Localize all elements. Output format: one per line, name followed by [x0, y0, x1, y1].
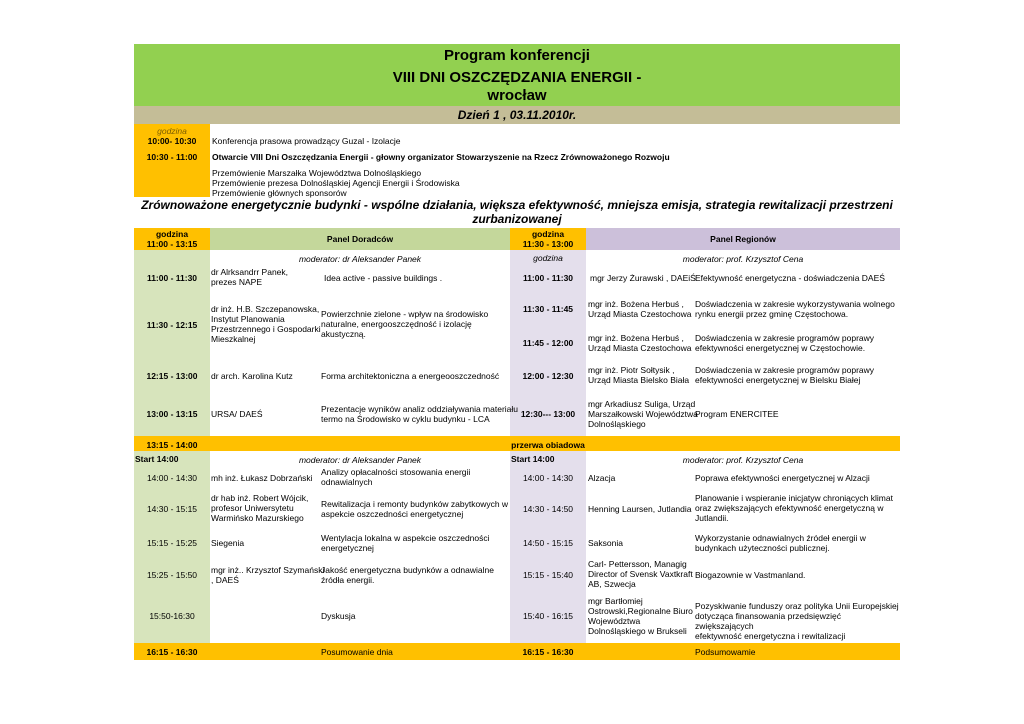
left-morning-time-2: 11:30 - 12:15	[146, 320, 198, 330]
left-afternoon-moderator: moderator: dr Aleksander Panek	[298, 455, 422, 465]
right-morning-speaker-4: mgr inż. Piotr Sołtysik , Urząd Miasta Bielsko Biała	[588, 365, 690, 385]
left-morning-time-1: 11:00 - 11:30	[146, 273, 198, 283]
left-afternoon-topic-2: Rewitalizacja i remonty budynków zabytkowych w aspekcie oszczedności energetycznej	[321, 499, 509, 519]
left-morning-time-4: 13:00 - 13:15	[146, 409, 198, 419]
right-morning-time-5: 12:30--- 13:00	[520, 409, 576, 419]
right-morning-time-1: 11:00 - 11:30	[522, 273, 574, 283]
left-afternoon-topic-3: Wentylacja lokalna w aspekcie oszczedności energetycznej	[321, 533, 490, 553]
right-afternoon-time-1: 14:00 - 14:30	[522, 473, 574, 483]
right-panel-time: 11:30 - 13:00	[522, 239, 574, 249]
left-panel-time: 11:00 - 13:15	[146, 239, 198, 249]
right-start: Start 14:00	[511, 454, 555, 464]
right-godzina-2: godzina	[533, 253, 563, 263]
theme-line-1: Zrównoważone energetycznie budynki - wspólne działania, większa efektywność, mniejsza emisja, strategia rewitalizacji przestrzeni	[141, 198, 893, 212]
right-morning-time-4: 12:00 - 12:30	[522, 371, 574, 381]
left-afternoon-topic-1: Analizy opłacalności stosowania energii odnawialnych	[321, 467, 471, 487]
right-afternoon-topic-5: Pozyskiwanie funduszy oraz polityka Unii Europejskiej dotycząca finansowania przedsięwzięć zwiększających efektywność energetyczna i rewitalizacji	[695, 601, 899, 641]
right-morning-topic-5: Program ENERCITEE	[695, 409, 779, 419]
right-afternoon-speaker-2: Henning Laursen, Jutlandia	[588, 504, 692, 514]
left-afternoon-topic-5: Dyskusja	[321, 611, 356, 621]
closing-left-time: 16:15 - 16:30	[146, 647, 198, 657]
left-morning-speaker-4: URSA/ DAEŚ	[211, 409, 263, 419]
theme-heading	[134, 198, 900, 226]
right-afternoon-topic-3: Wykorzystanie odnawialnych źródeł energii w budynkach użyteczności publicznej.	[695, 533, 866, 553]
left-start: Start 14:00	[135, 454, 179, 464]
left-afternoon-speaker-2: dr hab inż. Robert Wójcik, profesor Uniwersytetu Warmińsko Mazurskiego	[211, 493, 309, 523]
opening-text-2: Otwarcie VIII Dni Oszczędzania Energii - głowny organizator Stowarzyszenie na Rzecz Zrównoważonego Rozwoju	[212, 152, 670, 162]
opening-time-1: 10:00- 10:30	[147, 136, 197, 146]
right-afternoon-moderator: moderator: prof. Krzysztof Cena	[682, 455, 804, 465]
left-afternoon-speaker-1: mh inż. Łukasz Dobrzański	[211, 473, 313, 483]
left-morning-topic-1: Idea active - passive buildings .	[324, 273, 443, 283]
right-morning-time-3: 11:45 - 12:00	[522, 338, 574, 348]
left-morning-speaker-3: dr arch. Karolina Kutz	[211, 371, 293, 381]
right-afternoon-time-2: 14:30 - 14:50	[522, 504, 574, 514]
right-godzina: godzina	[531, 229, 565, 239]
left-afternoon-time-4: 15:25 - 15:50	[146, 570, 198, 580]
speech-1: Przemówienie Marszałka Województwa Dolnośląskiego	[212, 168, 422, 178]
left-morning-topic-2: Powierzchnie zielone - wpływ na środowisko naturalne, energooszczędność i izolację akustyczną.	[321, 309, 489, 339]
left-afternoon-time-5: 15:50-16:30	[149, 611, 195, 621]
left-afternoon-speaker-3: Siegenia	[211, 538, 245, 548]
left-morning-speaker-1: dr Alrksandrr Panek, prezes NAPE	[211, 267, 289, 287]
left-afternoon-speaker-4: mgr inż.. Krzysztof Szymański , DAEŚ	[211, 565, 325, 585]
right-afternoon-topic-4: Biogazownie w Vastmanland.	[695, 570, 806, 580]
right-morning-topic-4: Doświadczenia w zakresie programów poprawy efektywności energetycznej w Bielsku Białej	[695, 365, 875, 385]
right-panel-title: Panel Regionów	[710, 234, 776, 244]
day-heading: Dzień 1 , 03.11.2010r.	[134, 106, 900, 124]
lunch-label: przerwa obiadowa	[511, 440, 585, 450]
right-afternoon-speaker-1: Alzacja	[588, 473, 616, 483]
right-morning-speaker-2: mgr inż. Bożena Herbuś , Urząd Miasta Czestochowa	[588, 299, 692, 319]
title-line-2: VIII DNI OSZCZĘDZANIA ENERGII -	[392, 69, 642, 86]
right-morning-topic-2: Doświadczenia w zakresie wykorzystywania wolnego rynku energii przez gminę Częstochowa.	[695, 299, 895, 319]
closing-right-label: Podsumowamie	[695, 647, 756, 657]
lunch-time: 13:15 - 14:00	[146, 440, 198, 450]
speech-2: Przemówienie prezesa Dolnośląskiej Agencji Energii i Środowiska	[212, 178, 460, 188]
opening-time-2: 10:30 - 11:00	[146, 152, 198, 162]
left-morning-topic-3: Forma architektoniczna a energeooszczedność	[321, 371, 500, 381]
header-banner	[134, 44, 900, 106]
left-morning-speaker-2: dr inż. H.B. Szczepanowska, Instytut Planowania Przestrzennego i Gospodarki Mieszkalnej	[211, 304, 321, 344]
left-afternoon-time-3: 15:15 - 15:25	[146, 538, 198, 548]
left-afternoon-topic-4: Jakość energetyczna budynków a odnawialne źródła energii.	[321, 565, 494, 585]
right-morning-topic-3: Doświadczenia w zakresie programów poprawy efektywności energetycznej w Częstochowie.	[695, 333, 875, 353]
left-morning-time-3: 12:15 - 13:00	[146, 371, 198, 381]
right-afternoon-speaker-4: Carl- Pettersson, Managig Director of Svensk Vaxtkraft AB, Szwecja	[588, 559, 693, 589]
speech-3: Przemówienie głównych sponsorów	[212, 188, 347, 198]
right-afternoon-speaker-5: mgr Bartłomiej Ostrowski,Regionalne Biuro Województwa Dolnośląskiego w Brukseli	[588, 596, 693, 636]
right-afternoon-topic-1: Poprawa efektywności energetycznej w Alzacji	[695, 473, 870, 483]
left-godzina: godzina	[155, 229, 189, 239]
left-panel-title: Panel Doradców	[326, 234, 394, 244]
right-afternoon-speaker-3: Saksonia	[588, 538, 623, 548]
right-afternoon-time-4: 15:15 - 15:40	[522, 570, 574, 580]
right-morning-speaker-3: mgr inż. Bożena Herbuś , Urząd Miasta Czestochowa	[588, 333, 692, 353]
right-morning-time-2: 11:30 - 11:45	[522, 304, 574, 314]
left-moderator: moderator: dr Aleksander Panek	[298, 254, 422, 264]
title-line-1: Program konferencji	[444, 47, 590, 64]
right-morning-topic-1: Efektywność energetyczna - doświadczenia DAEŚ	[695, 273, 885, 283]
closing-right-time: 16:15 - 16:30	[522, 647, 574, 657]
right-afternoon-topic-2: Planowanie i wspieranie inicjatyw chroniących klimat oraz zwiększających efektywność energetyczną w Jutlandii.	[695, 493, 893, 523]
right-morning-speaker-1: mgr Jerzy Żurawski , DAEiŚ	[590, 273, 696, 283]
opening-text-1: Konferencja prasowa prowadzący Guzal - Izolacje	[212, 136, 401, 146]
opening-godzina-label: godzina	[157, 126, 187, 136]
title-line-3: wrocław	[487, 87, 547, 104]
closing-left-label: Posumowanie dnia	[321, 647, 393, 657]
left-morning-topic-4: Prezentacje wyników analiz oddziaływania materiału termo na Środowisko w cyklu budynku - LCA	[321, 404, 519, 424]
theme-line-2: zurbanizowanej	[472, 212, 562, 226]
right-afternoon-time-5: 15:40 - 16:15	[522, 611, 574, 621]
right-afternoon-time-3: 14:50 - 15:15	[522, 538, 574, 548]
left-afternoon-time-1: 14:00 - 14:30	[146, 473, 198, 483]
right-moderator: moderator: prof. Krzysztof Cena	[682, 254, 804, 264]
left-afternoon-time-2: 14:30 - 15:15	[146, 504, 198, 514]
right-morning-speaker-5: mgr Arkadiusz Suliga, Urząd Marszałkowski Województwa Dolnośląskiego	[588, 399, 698, 429]
